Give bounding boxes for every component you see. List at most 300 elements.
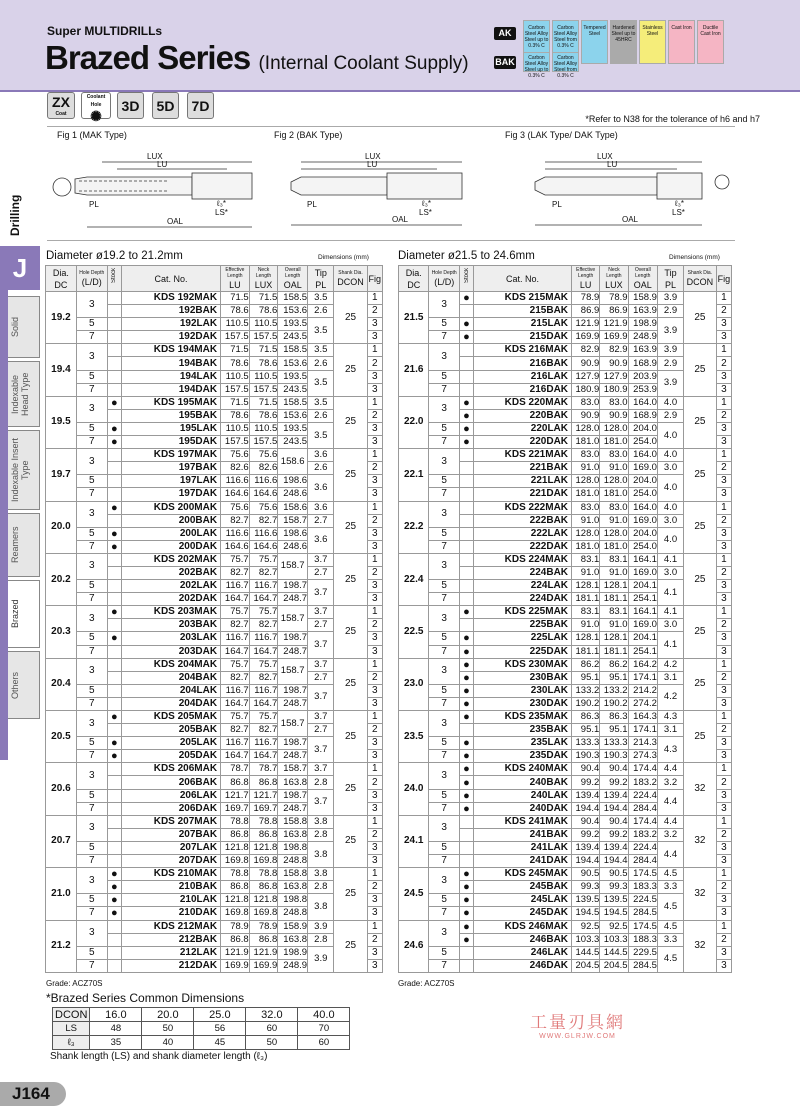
ld-value: 5 xyxy=(429,580,459,593)
dcon-value: 25 xyxy=(334,606,367,658)
ld-value: 5 xyxy=(76,318,107,331)
fig-value: 3 xyxy=(716,855,731,868)
fig-value: 3 xyxy=(716,593,731,606)
lux-value: 78.9 xyxy=(249,920,278,933)
oal-value: 163.8 xyxy=(278,828,308,841)
cat-no: KDS 205MAK xyxy=(121,711,220,724)
pl-value: 4.0 xyxy=(657,396,683,409)
table-row xyxy=(46,606,383,619)
dcon-value: 25 xyxy=(684,501,717,553)
cat-no: 205DAK xyxy=(121,750,220,763)
stock-mark xyxy=(459,514,473,527)
cat-no: 195BAK xyxy=(121,409,220,422)
oal-value: 169.0 xyxy=(628,514,657,527)
ld-value: 3 xyxy=(429,553,459,579)
oal-value: 224.5 xyxy=(628,894,657,907)
fig-value: 1 xyxy=(716,606,731,619)
ld-value: 5 xyxy=(429,841,459,854)
lux-value: 116.6 xyxy=(249,475,278,488)
lu-value: 82.7 xyxy=(221,671,250,684)
pl-value: 3.8 xyxy=(308,868,334,881)
dcon-value: 25 xyxy=(334,292,367,344)
lux-value: 82.7 xyxy=(249,566,278,579)
pl-value: 2.9 xyxy=(657,357,683,370)
lu-value: 157.5 xyxy=(221,383,250,396)
fig-value: 1 xyxy=(367,711,382,724)
cat-no: 194BAK xyxy=(121,357,220,370)
lu-value: 90.9 xyxy=(572,409,600,422)
table-row xyxy=(399,318,732,331)
fig2-l3: ℓ₃* xyxy=(422,199,431,208)
oal-value: 164.0 xyxy=(628,449,657,462)
lux-value: 91.0 xyxy=(600,462,628,475)
oal-value: 174.4 xyxy=(628,815,657,828)
oal-value: 204.0 xyxy=(628,422,657,435)
dc-value: 21.2 xyxy=(46,920,77,972)
tab-others[interactable]: Others xyxy=(8,651,40,719)
lu-value: 86.8 xyxy=(221,881,250,894)
cat-no: 222BAK xyxy=(474,514,572,527)
cat-no: 246DAK xyxy=(474,959,572,972)
stock-mark xyxy=(459,370,473,383)
fig1-lux: LUX xyxy=(147,152,163,161)
lux-value: 103.3 xyxy=(600,933,628,946)
lux-value: 139.4 xyxy=(600,841,628,854)
lu-value: 121.8 xyxy=(221,841,250,854)
material-hardened: Hardened Steel up to 45HRC xyxy=(610,20,637,64)
fig-value: 3 xyxy=(367,436,382,449)
lu-value: 169.9 xyxy=(221,959,250,972)
ld-value: 7 xyxy=(76,436,107,449)
lux-value: 90.5 xyxy=(600,868,628,881)
oal-value: 153.6 xyxy=(278,409,308,422)
lux-value: 164.7 xyxy=(249,750,278,763)
common-cell: 16.0 xyxy=(90,1008,142,1022)
fig1-oal: OAL xyxy=(167,217,184,226)
title-text: Brazed Series xyxy=(45,39,251,76)
fig2-ls: LS* xyxy=(419,208,432,217)
table-row xyxy=(46,396,383,409)
tab-drilling[interactable]: Drilling xyxy=(8,194,22,236)
oal-value: 284.5 xyxy=(628,959,657,972)
dc-value: 24.6 xyxy=(399,920,429,972)
stock-mark: ● xyxy=(107,632,121,645)
fig-value: 3 xyxy=(716,540,731,553)
ld-value: 7 xyxy=(429,593,459,606)
lu-value: 128.0 xyxy=(572,422,600,435)
fig-value: 3 xyxy=(367,580,382,593)
ld-value: 3 xyxy=(429,815,459,841)
stock-mark xyxy=(107,305,121,318)
lu-value: 75.6 xyxy=(221,501,250,514)
ld-value: 3 xyxy=(429,711,459,737)
pl-value: 3.5 xyxy=(308,318,334,344)
cat-no: KDS 216MAK xyxy=(474,344,572,357)
stock-mark: ● xyxy=(459,894,473,907)
col-cat: Cat. No. xyxy=(474,266,572,292)
ld-value: 3 xyxy=(76,292,107,318)
common-dims-table xyxy=(52,1007,350,1050)
ld-value: 7 xyxy=(76,331,107,344)
fig-value: 3 xyxy=(367,959,382,972)
dcon-value: 25 xyxy=(684,449,717,501)
col-oal: Overall Length OAL xyxy=(628,266,657,292)
lu-value: 121.7 xyxy=(221,789,250,802)
oal-value: 158.9 xyxy=(628,292,657,305)
oal-value: 169.0 xyxy=(628,566,657,579)
fig-value: 2 xyxy=(716,514,731,527)
lu-value: 99.2 xyxy=(572,776,600,789)
oal-value: 158.6 xyxy=(278,501,308,514)
drill-drawings xyxy=(47,127,735,240)
stock-mark: ● xyxy=(107,422,121,435)
lux-value: 99.2 xyxy=(600,828,628,841)
stock-mark: ● xyxy=(459,436,473,449)
fig-value: 2 xyxy=(367,409,382,422)
series-kicker: Super MULTIDRILLs xyxy=(47,24,163,38)
pl-value: 3.2 xyxy=(657,828,683,841)
lu-value: 82.6 xyxy=(221,462,250,475)
col-dia: Dia. DC xyxy=(399,266,429,292)
ld-value: 7 xyxy=(76,540,107,553)
table-row xyxy=(399,292,732,305)
lux-value: 110.5 xyxy=(249,318,278,331)
fig1-l3: ℓ₃* xyxy=(217,199,226,208)
cat-no: 212BAK xyxy=(121,933,220,946)
col-dia: Dia. DC xyxy=(46,266,77,292)
oal-value: 198.9 xyxy=(628,318,657,331)
dcon-value: 25 xyxy=(684,553,717,605)
pl-value: 4.4 xyxy=(657,763,683,776)
cat-no: 197DAK xyxy=(121,488,220,501)
table-row xyxy=(399,763,732,776)
col-ld: Hole Depth (L/D) xyxy=(429,266,459,292)
pl-value: 2.8 xyxy=(308,881,334,894)
col-stock: Stock xyxy=(107,266,121,292)
pl-value: 4.0 xyxy=(657,501,683,514)
lu-value: 157.5 xyxy=(221,331,250,344)
lux-value: 82.7 xyxy=(249,619,278,632)
fig-value: 2 xyxy=(716,671,731,684)
lu-value: 78.8 xyxy=(221,815,250,828)
lux-value: 169.8 xyxy=(249,855,278,868)
lu-value: 127.9 xyxy=(572,370,600,383)
oal-value: 248.7 xyxy=(278,802,308,815)
dcon-value: 25 xyxy=(334,449,367,501)
table-row xyxy=(46,475,383,488)
stock-mark xyxy=(459,593,473,606)
pl-value: 4.3 xyxy=(657,737,683,763)
pl-value: 4.2 xyxy=(657,684,683,710)
oal-value: 254.0 xyxy=(628,436,657,449)
cat-no: 194DAK xyxy=(121,383,220,396)
ld-value: 3 xyxy=(76,868,107,894)
stock-mark xyxy=(107,580,121,593)
cat-no: 210DAK xyxy=(121,907,220,920)
fig-value: 3 xyxy=(716,697,731,710)
lu-value: 121.9 xyxy=(572,318,600,331)
fig-value: 3 xyxy=(367,737,382,750)
tab-solid[interactable]: Solid xyxy=(8,296,40,358)
cat-no: KDS 240MAK xyxy=(474,763,572,776)
table-row xyxy=(46,894,383,907)
cat-no: KDS 195MAK xyxy=(121,396,220,409)
stock-mark xyxy=(107,776,121,789)
tab-reamers[interactable]: Reamers xyxy=(8,513,40,577)
ld-value: 7 xyxy=(429,645,459,658)
lu-value: 91.0 xyxy=(572,462,600,475)
oal-value: 248.8 xyxy=(278,907,308,920)
zx-label: ZX xyxy=(52,94,70,110)
col-ld: Hole Depth (L/D) xyxy=(76,266,107,292)
table-row xyxy=(399,841,732,854)
lux-value: 128.0 xyxy=(600,475,628,488)
stock-mark xyxy=(459,462,473,475)
oal-value: 168.9 xyxy=(628,409,657,422)
fig-value: 3 xyxy=(367,370,382,383)
table-row xyxy=(46,841,383,854)
oal-value: 198.8 xyxy=(278,841,308,854)
cat-no: KDS 203MAK xyxy=(121,606,220,619)
fig-value: 3 xyxy=(716,894,731,907)
spec-table-left xyxy=(45,265,383,973)
cat-no: KDS 235MAK xyxy=(474,711,572,724)
pl-value: 3.7 xyxy=(308,789,334,815)
ld-value: 3 xyxy=(429,920,459,946)
stock-mark xyxy=(107,593,121,606)
oal-value: 153.6 xyxy=(278,305,308,318)
table-row xyxy=(399,501,732,514)
lux-value: 121.9 xyxy=(249,946,278,959)
oal-value: 158.7 xyxy=(278,514,308,527)
fig-value: 1 xyxy=(716,920,731,933)
fig-value: 3 xyxy=(367,841,382,854)
fig-value: 3 xyxy=(716,370,731,383)
lux-value: 204.5 xyxy=(600,959,628,972)
stock-mark xyxy=(107,462,121,475)
oal-value: 284.4 xyxy=(628,855,657,868)
lu-value: 75.7 xyxy=(221,553,250,566)
lu-value: 139.4 xyxy=(572,789,600,802)
oal-value: 284.4 xyxy=(628,802,657,815)
dc-value: 24.1 xyxy=(399,815,429,867)
col-lux: Neck Length LUX xyxy=(249,266,278,292)
fig-value: 2 xyxy=(716,828,731,841)
lu-value: 116.6 xyxy=(221,475,250,488)
oal-value: 188.3 xyxy=(628,933,657,946)
ld-value: 7 xyxy=(429,907,459,920)
fig-value: 2 xyxy=(716,305,731,318)
cat-no: 216LAK xyxy=(474,370,572,383)
oal-value: 164.3 xyxy=(628,711,657,724)
pl-value: 2.8 xyxy=(308,933,334,946)
tab-j[interactable]: J xyxy=(0,246,40,290)
cat-no: KDS 212MAK xyxy=(121,920,220,933)
stock-mark xyxy=(107,331,121,344)
lux-value: 91.0 xyxy=(600,619,628,632)
lux-value: 181.0 xyxy=(600,436,628,449)
dc-value: 23.5 xyxy=(399,711,429,763)
oal-value: 183.2 xyxy=(628,828,657,841)
stock-mark xyxy=(107,409,121,422)
fig-value: 2 xyxy=(367,881,382,894)
lux-value: 133.3 xyxy=(600,737,628,750)
cat-no: KDS 224MAK xyxy=(474,553,572,566)
fig-value: 1 xyxy=(716,553,731,566)
lu-value: 83.1 xyxy=(572,553,600,566)
pl-value: 4.2 xyxy=(657,658,683,671)
pl-value: 3.9 xyxy=(657,318,683,344)
stock-mark xyxy=(107,566,121,579)
fig-value: 3 xyxy=(716,331,731,344)
lux-value: 139.5 xyxy=(600,894,628,907)
pl-value: 3.2 xyxy=(657,776,683,789)
table-row xyxy=(46,292,383,305)
lu-value: 95.1 xyxy=(572,724,600,737)
stock-mark xyxy=(459,959,473,972)
fig3-caption: Fig 3 (LAK Type/ DAK Type) xyxy=(505,130,618,140)
ld-value: 3 xyxy=(76,711,107,737)
table-row xyxy=(46,422,383,435)
ld-value: 3 xyxy=(429,763,459,789)
common-cell: LS xyxy=(53,1022,90,1036)
fig-value: 1 xyxy=(367,553,382,566)
oal-value: 174.4 xyxy=(628,763,657,776)
col-stock: Stock xyxy=(459,266,473,292)
lux-value: 83.0 xyxy=(600,396,628,409)
lu-value: 78.9 xyxy=(572,292,600,305)
ld-value: 7 xyxy=(76,383,107,396)
dcon-value: 25 xyxy=(334,501,367,553)
stock-mark xyxy=(459,305,473,318)
lu-value: 180.9 xyxy=(572,383,600,396)
pl-value: 2.8 xyxy=(308,828,334,841)
page-number: J164 xyxy=(0,1082,66,1106)
ld-value: 3 xyxy=(429,868,459,894)
table-row xyxy=(399,894,732,907)
lux-value: 82.7 xyxy=(249,671,278,684)
common-row xyxy=(53,1008,350,1022)
pl-value: 3.7 xyxy=(308,658,334,671)
stock-mark: ● xyxy=(107,436,121,449)
oal-value: 198.6 xyxy=(278,527,308,540)
lux-value: 110.5 xyxy=(249,370,278,383)
tab-indexable-head[interactable]: Indexable Head Type xyxy=(8,361,40,427)
fig-value: 2 xyxy=(367,671,382,684)
ld-value: 5 xyxy=(76,580,107,593)
lu-value: 83.0 xyxy=(572,396,600,409)
fig3-lu: LU xyxy=(607,160,618,169)
ld-value: 5 xyxy=(76,789,107,802)
fig3-pl: PL xyxy=(552,200,562,209)
cat-no: 210BAK xyxy=(121,881,220,894)
fig-value: 3 xyxy=(367,894,382,907)
stock-mark xyxy=(459,566,473,579)
table-row xyxy=(46,370,383,383)
dc-value: 21.5 xyxy=(399,292,429,344)
7d-icon: 7D xyxy=(187,92,214,119)
oal-value: 158.7 xyxy=(278,606,308,632)
pl-value: 2.7 xyxy=(308,724,334,737)
left-table-title: Diameter ø19.2 to 21.2mm xyxy=(46,250,183,262)
ld-value: 5 xyxy=(76,946,107,959)
tab-brazed[interactable]: Brazed xyxy=(8,580,40,648)
cat-no: KDS 204MAK xyxy=(121,658,220,671)
ld-value: 5 xyxy=(76,632,107,645)
table-row xyxy=(46,868,383,881)
stock-mark: ● xyxy=(107,396,121,409)
lux-value: 116.6 xyxy=(249,527,278,540)
cat-no: 200BAK xyxy=(121,514,220,527)
dcon-value: 25 xyxy=(684,658,717,710)
cat-no: KDS 221MAK xyxy=(474,449,572,462)
oal-value: 204.1 xyxy=(628,580,657,593)
lu-value: 78.6 xyxy=(221,305,250,318)
dcon-value: 25 xyxy=(684,292,717,344)
fig3-l3: ℓ₃* xyxy=(675,199,684,208)
dcon-value: 25 xyxy=(334,658,367,710)
fig-value: 1 xyxy=(367,292,382,305)
lu-value: 164.7 xyxy=(221,593,250,606)
col-cat: Cat. No. xyxy=(121,266,220,292)
fig-value: 1 xyxy=(716,396,731,409)
stock-mark xyxy=(107,684,121,697)
lu-value: 169.8 xyxy=(221,907,250,920)
stock-mark xyxy=(107,645,121,658)
tab-indexable-insert[interactable]: Indexable Insert Type xyxy=(8,430,40,510)
pl-value: 4.1 xyxy=(657,553,683,566)
lu-value: 181.0 xyxy=(572,488,600,501)
zx-coat-icon xyxy=(47,92,75,119)
oal-value: 158.5 xyxy=(278,396,308,409)
lu-value: 91.0 xyxy=(572,514,600,527)
pl-value: 2.7 xyxy=(308,566,334,579)
oal-value: 248.6 xyxy=(278,540,308,553)
oal-value: 158.8 xyxy=(278,868,308,881)
lu-value: 144.5 xyxy=(572,946,600,959)
cat-no: 224DAK xyxy=(474,593,572,606)
oal-value: 214.3 xyxy=(628,737,657,750)
cat-no: 225LAK xyxy=(474,632,572,645)
dcon-value: 25 xyxy=(334,553,367,605)
ld-value: 7 xyxy=(429,331,459,344)
stock-mark xyxy=(107,855,121,868)
oal-value: 198.9 xyxy=(278,946,308,959)
lu-value: 139.5 xyxy=(572,894,600,907)
fig-value: 1 xyxy=(367,396,382,409)
fig-value: 2 xyxy=(367,514,382,527)
stock-mark: ● xyxy=(459,684,473,697)
cat-no: 230DAK xyxy=(474,697,572,710)
ld-value: 5 xyxy=(76,894,107,907)
stock-mark: ● xyxy=(107,737,121,750)
lux-value: 91.0 xyxy=(600,566,628,579)
table-row xyxy=(399,658,732,671)
cat-no: 210LAK xyxy=(121,894,220,907)
stock-mark xyxy=(459,383,473,396)
stock-mark xyxy=(459,488,473,501)
lux-value: 86.8 xyxy=(249,933,278,946)
fig-value: 3 xyxy=(716,684,731,697)
series-subtitle: (Internal Coolant Supply) xyxy=(258,53,469,74)
lux-value: 86.3 xyxy=(600,711,628,724)
fig1-ls: LS* xyxy=(215,208,228,217)
fig2-lu: LU xyxy=(367,160,378,169)
cat-no: 221DAK xyxy=(474,488,572,501)
table-row xyxy=(46,501,383,514)
right-dim-note: Dimensions (mm) xyxy=(669,254,720,261)
lux-value: 86.9 xyxy=(600,305,628,318)
